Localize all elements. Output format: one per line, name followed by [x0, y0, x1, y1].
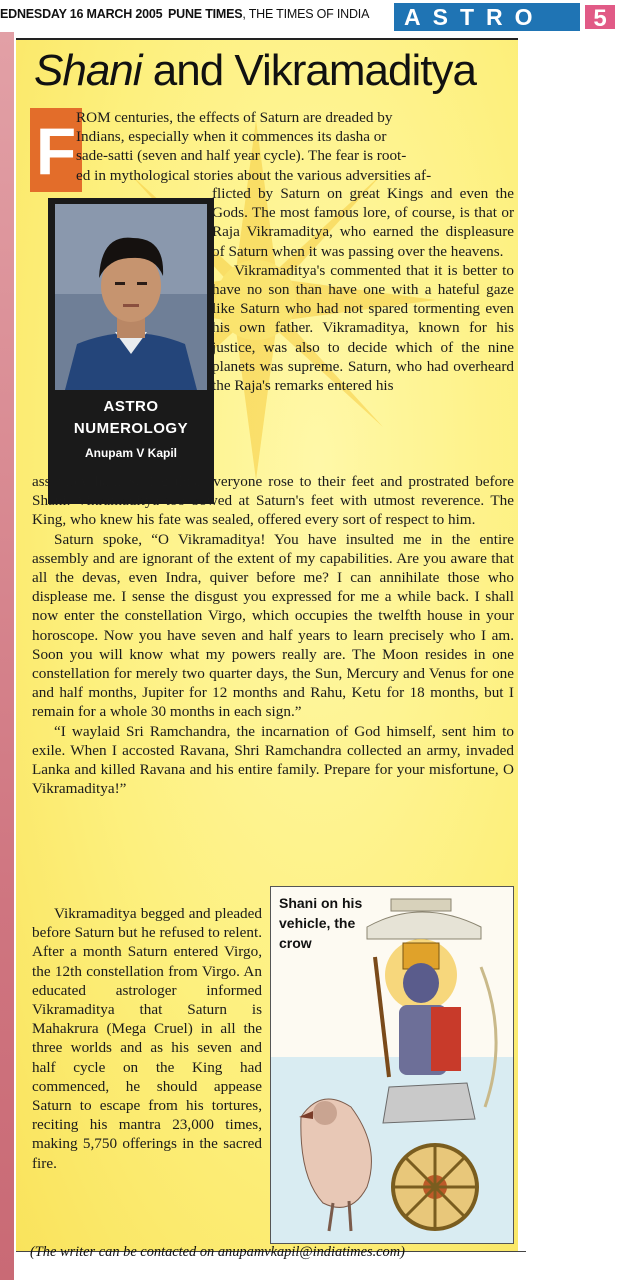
illustration-caption: Shani on his vehicle, the crow [279, 895, 363, 951]
author-name: Anupam V Kapil [84, 446, 177, 460]
columnist-photo-icon [55, 204, 207, 390]
article-panel [16, 38, 518, 1252]
column-name-line2: NUMEROLOGY [73, 420, 189, 437]
contact-note: (The writer can be contacted on anupamvkapil@indiatimes.com) [30, 1244, 405, 1260]
intro-line: sade-satti (seven and half year cycle). The fear is root- [76, 147, 407, 165]
paragraph: “I waylaid Sri Ramchandra, the incarnation of God himself, sent him to exile. When I accosted Ravana, Shri Ramchandra collected an army, invaded Lanka and killed Ravana and his entire family. Prepare for your misfortune, O Vikramaditya!” [32, 722, 514, 798]
paragraph: Vikramaditya's commented that it is better to have no son than have one with a hateful gaze like Saturn who had not spared tormenting even his own father. Vikramaditya, known for his justice, was also to decide which of the nine planets was supreme. Saturn, who had overheard the Raja's remarks entered his [212, 261, 514, 395]
page-number: 5 [583, 3, 617, 31]
left-column [32, 904, 262, 1173]
paragraph: assembly hall. Seeing this, everyone rose to their feet and prostrated before Shani. Vikramaditya too bowed at Saturn's feet with utmost reverence. The King, who knew his fate was sealed, offered every sort of respect to him. [32, 473, 514, 529]
paper-name-light: , THE TIMES OF INDIA [242, 7, 370, 21]
intro-lines [76, 108, 514, 185]
wide-column [32, 472, 514, 798]
intro-line: ed in mythological stories about the various adversities af- [76, 166, 432, 184]
paragraph: Saturn spoke, “O Vikramaditya! You have insulted me in the entire assembly and are ignorant of the extent of my capabilities. Are you aware that all the devas, even Indra, quiver before me? I can annihilate those who displease me. I sense the disgust you expressed for me a while back. I shall now enter the constellation Virgo, which occupies the twelfth house in your horoscope. Now you have seven and half years to learn precisely who I am. Soon you will know what my powers really are. The Moon resides in one constellation for merely two quarter days, the Sun, Mercury and Venus for one and half months, Jupiter for 12 months and Rahu, Ketu for 18 months, but I remain for a whole 30 months in each sign.” [32, 530, 514, 721]
paragraph: flicted by Saturn on great Kings and even the Gods. The most famous lore, of course, is that or Raja Vikramaditya, who earned the displeasure of Saturn when it was passing over the heavens. [212, 185, 514, 260]
title-italic-part: Shani [34, 46, 142, 95]
paper-name [168, 7, 369, 21]
columnist-box [48, 198, 214, 504]
paragraph: Vikramaditya begged and pleaded before Saturn but he refused to relent. After a month Saturn entered Virgo, the 12th constellation from Virgo. An educated astrologer informed Vikramaditya that Saturn is Mahakrura (Mega Cruel) in all the three worlds and as his seven and half cycle on the King had commenced, he should appease Saturn to escape from his tortures, reciting his mantra 23,000 times, making 5,750 offerings in the sacred fire. [32, 905, 262, 1172]
dropcap: F [30, 108, 82, 192]
adjacent-page-strip [0, 30, 14, 1280]
masthead [0, 0, 626, 32]
title-rest: and Vikramaditya [141, 46, 476, 95]
section-label: ASTRO [394, 3, 580, 31]
intro-line: ROM centuries, the effects of Saturn are dreaded by [76, 109, 393, 126]
paper-name-bold: PUNE TIMES [168, 7, 243, 21]
column-name-line1: ASTRO [103, 398, 159, 415]
article-title [34, 46, 476, 96]
intro-line: Indians, especially when it commences its dasha or [76, 128, 387, 146]
issue-date: EDNESDAY 16 MARCH 2005 [0, 7, 163, 21]
narrow-column [212, 184, 514, 395]
illustration [270, 886, 514, 1244]
